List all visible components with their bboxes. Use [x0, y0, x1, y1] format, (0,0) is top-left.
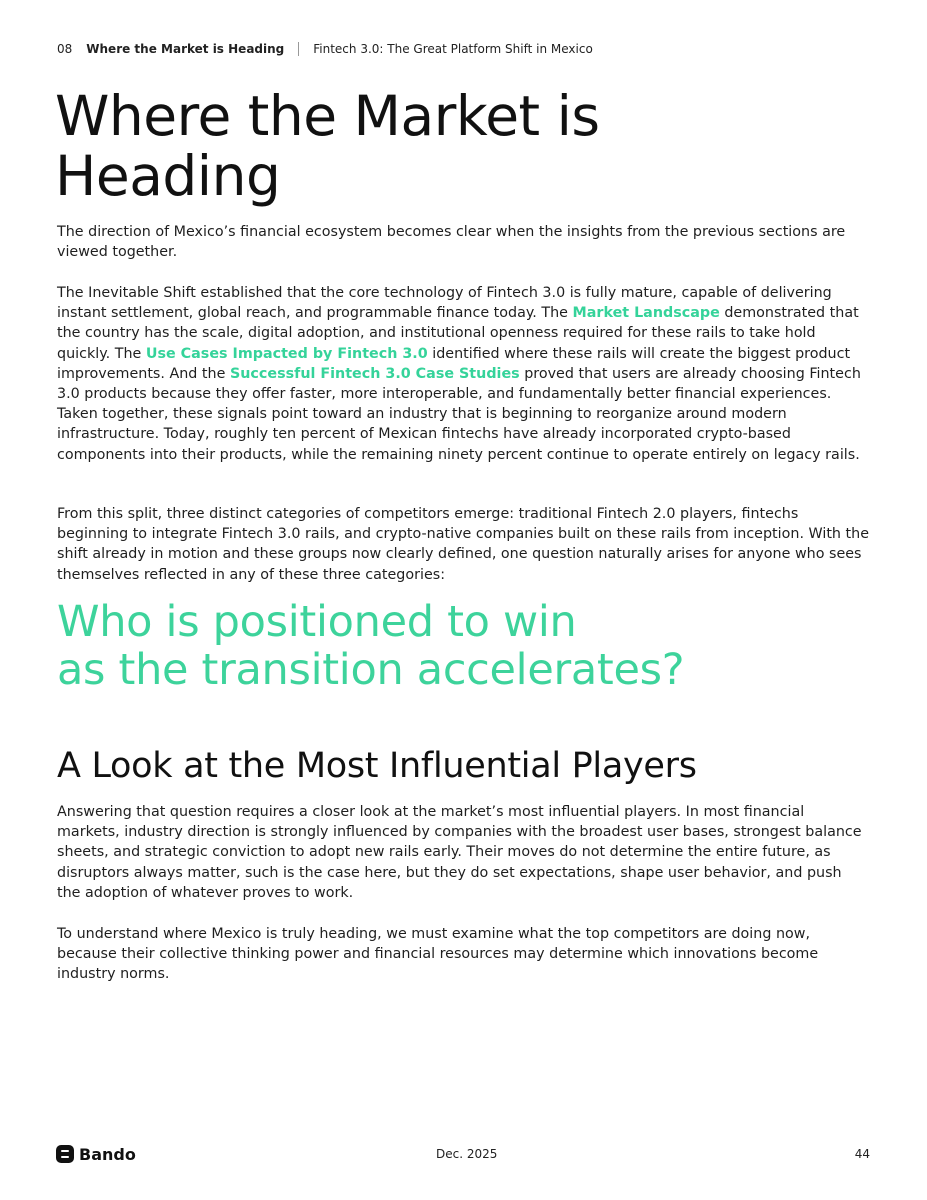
callout-line-1: Who is positioned to win — [57, 597, 577, 647]
footer-date: Dec. 2025 — [436, 1147, 498, 1161]
document-title: Fintech 3.0: The Great Platform Shift in Mexico — [313, 42, 593, 56]
section-name: Where the Market is Heading — [86, 42, 285, 56]
summary-text-2: demonstrated that the country has the scale, digital adoption, and institutional openness required for these rails to take hold quickly. The — [57, 305, 859, 362]
closing-paragraph: To understand where Mexico is truly heading, we must examine what the top competitors are doing now, because their collective thinking power and financial resources may determine which innovations become industry norms. — [57, 926, 819, 983]
callout-question — [57, 598, 757, 694]
intro-paragraph: The direction of Mexico’s financial ecosystem becomes clear when the insights from the previous sections are viewed together. — [57, 224, 846, 261]
brand-logo — [56, 1144, 136, 1164]
competitors-paragraph: From this split, three distinct categories of competitors emerge: traditional Fintech 2.0 players, fintechs beginning to integrate Fintech 3.0 rails, and crypto-native companies built on these rails from inception. With the shift already in motion and these groups now clearly defined, one question naturally arises for anyone who sees themselves reflected in any of these three categories: — [57, 506, 869, 583]
summary-text-1: The Inevitable Shift established that the core technology of Fintech 3.0 is fully mature, capable of delivering instant settlement, global reach, and programmable finance today. The — [57, 285, 832, 322]
running-header — [57, 42, 593, 56]
section-subtitle: A Look at the Most Influential Players — [57, 746, 697, 786]
page-title — [55, 86, 675, 206]
header-divider — [298, 42, 299, 56]
brand-name: Bando — [79, 1144, 136, 1164]
bando-logo-icon — [56, 1145, 74, 1163]
use-cases-link[interactable]: Use Cases Impacted by Fintech 3.0 — [145, 345, 428, 362]
page-title-line-1: Where the Market is — [55, 84, 600, 148]
market-landscape-link[interactable]: Market Landscape — [572, 305, 720, 322]
summary-text-3: identified where these rails will create the biggest product improvements. And the — [57, 345, 851, 382]
chapter-number: 08 — [57, 42, 73, 56]
summary-paragraph — [57, 283, 869, 465]
page-number: 44 — [854, 1147, 870, 1161]
case-studies-link[interactable]: Successful Fintech 3.0 Case Studies — [229, 365, 520, 382]
players-paragraph: Answering that question requires a closer look at the market’s most influential players. In most financial markets, industry direction is strongly influenced by companies with the broadest user bases, strongest balance sheets, and strategic conviction to adopt new rails early. Their moves do not determine the entire future, as disruptors always matter, such is the case here, but they do set expectations, shape user behavior, and push the adoption of whatever proves to work. — [57, 804, 862, 901]
page-title-line-2: Heading — [55, 144, 281, 208]
summary-text-4: proved that users are already choosing Fintech 3.0 products because they offer faster, more interoperable, and fundamentally better financial experiences. Taken together, these signals point toward an industry that is beginning to reorganize around modern infrastructure. Today, roughly ten percent of Mexican fintechs have already incorporated crypto-based components into their products, while the remaining ninety percent continue to operate entirely on legacy rails. — [57, 365, 861, 463]
callout-line-2: as the transition accelerates? — [57, 645, 685, 695]
